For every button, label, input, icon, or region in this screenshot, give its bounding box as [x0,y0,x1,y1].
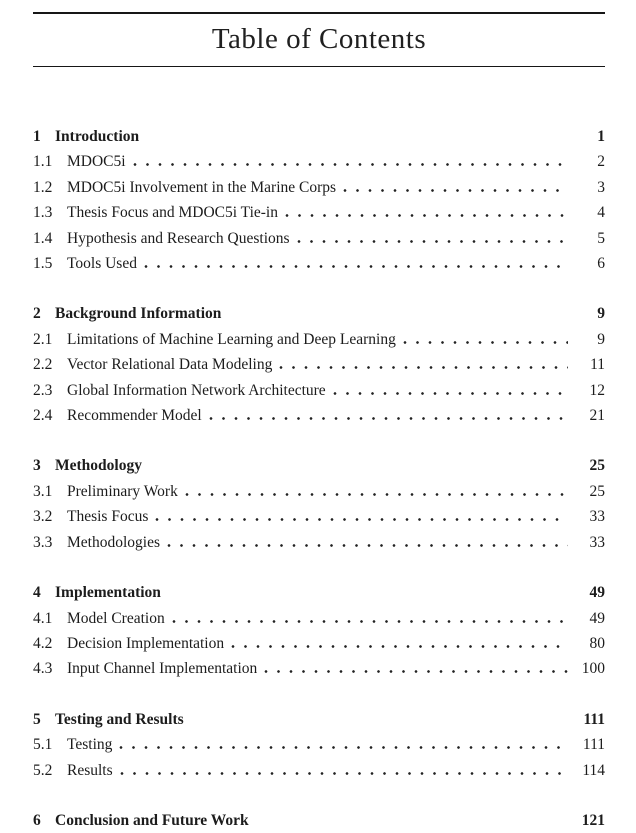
toc-item-row [33,606,605,631]
toc-item-title: MDOC5i [67,153,126,171]
toc-chapter-title: Background Information [55,305,222,323]
toc-item-number: 5.1 [33,736,53,754]
toc-item-number: 3.3 [33,533,53,551]
toc-items [33,479,605,555]
toc-item-title: Results [67,761,113,779]
toc-section [33,301,605,428]
toc-item-page: 114 [582,761,605,779]
toc-section [33,707,605,783]
toc-item-page: 5 [597,229,605,247]
chapter-spacer [256,822,568,825]
toc-item-page: 100 [581,660,605,678]
toc-chapter-page: 25 [589,457,605,475]
toc-item-page: 3 [597,178,605,196]
dot-leader [231,645,568,648]
chapter-spacer [149,467,568,470]
dot-leader [279,366,568,369]
toc-chapter-page: 1 [597,128,605,145]
toc-chapter-row [33,580,605,605]
toc-section [33,124,605,276]
toc-item-row [33,631,605,656]
toc-item-page: 25 [589,482,605,500]
toc-item-number: 5.2 [33,761,53,779]
toc-item-title: Testing [67,736,113,754]
toc-section [33,580,605,682]
toc-item-number: 2.2 [33,356,53,374]
toc-chapter-number: 4 [33,584,41,602]
toc-section [33,453,605,555]
toc-item-page: 6 [597,255,605,273]
toc-item-row [33,504,605,529]
dot-leader [133,163,568,166]
toc-chapter-title: Testing and Results [55,710,184,728]
toc-item-title: Limitations of Machine Learning and Deep Learning [67,330,396,348]
toc-item-title: MDOC5i Involvement in the Marine Corps [67,178,337,196]
toc-item-row [33,656,605,681]
toc-chapter-title: Conclusion and Future Work [55,811,249,829]
toc-item-title: Model Creation [67,609,165,627]
toc-chapter-page: 49 [589,584,605,602]
toc-chapter-title: Methodology [55,457,142,475]
toc-item-row [33,175,605,200]
toc-item-title: Hypothesis and Research Questions [67,229,290,247]
toc-item-page: 49 [589,609,605,627]
toc-chapter-page: 9 [597,305,605,323]
toc-item-page: 33 [589,508,605,526]
toc-item-page: 2 [597,153,605,171]
toc-item-page: 9 [597,330,605,348]
toc-item-number: 3.2 [33,508,53,526]
toc-chapter-row [33,124,605,149]
toc-item-row [33,378,605,403]
toc-chapter-title: Introduction [55,128,140,145]
dot-leader [144,265,568,268]
toc-item-row [33,732,605,757]
dot-leader [264,670,568,673]
toc-item-page: 111 [582,736,605,754]
toc-item-number: 2.3 [33,381,53,399]
toc-item-number: 1.1 [33,153,53,171]
toc-item-title: Tools Used [67,255,137,273]
toc-chapter-number: 2 [33,305,41,323]
toc-item-title: Thesis Focus [67,508,149,526]
toc-item-page: 4 [597,204,605,222]
toc-chapter-page: 121 [581,811,605,829]
chapter-spacer [146,138,568,141]
toc-item-row [33,226,605,251]
toc-chapter-number: 3 [33,457,41,475]
toc-item-page: 21 [589,407,605,425]
toc-item-number: 4.3 [33,660,53,678]
toc-list [33,124,605,833]
dot-leader [167,544,568,547]
toc-item-page: 11 [590,356,605,374]
toc-chapter-row [33,707,605,732]
toc-item-row [33,403,605,428]
toc-item-title: Decision Implementation [67,634,225,652]
toc-item-number: 3.1 [33,482,53,500]
toc-item-page: 33 [589,533,605,551]
toc-item-number: 2.1 [33,330,53,348]
toc-item-page: 80 [589,634,605,652]
toc-item-title: Thesis Focus and MDOC5i Tie-in [67,204,278,222]
toc-item-number: 1.4 [33,229,53,247]
toc-chapter-number: 5 [33,710,41,728]
toc-item-title: Vector Relational Data Modeling [67,356,273,374]
toc-item-row [33,352,605,377]
dot-leader [403,341,568,344]
dot-leader [333,392,568,395]
dot-leader [120,772,568,775]
toc-item-row [33,758,605,783]
toc-items [33,327,605,429]
toc-item-number: 2.4 [33,407,53,425]
toc-item-row [33,251,605,276]
toc-item-title: Input Channel Implementation [67,660,258,678]
toc-items [33,732,605,783]
toc-item-number: 4.2 [33,634,53,652]
dot-leader [209,417,568,420]
dot-leader [343,189,568,192]
toc-item-page: 12 [589,381,605,399]
toc-item-row [33,149,605,174]
toc-item-title: Preliminary Work [67,482,178,500]
toc-item-row [33,479,605,504]
dot-leader [285,214,568,217]
toc-items [33,606,605,682]
dot-leader [172,620,568,623]
dot-leader [155,518,568,521]
toc-item-row [33,530,605,555]
toc-item-title: Global Information Network Architecture [67,381,326,399]
toc-chapter-number: 1 [33,128,41,145]
chapter-spacer [191,721,568,724]
toc-item-title: Recommender Model [67,407,202,425]
page-title: Table of Contents [211,23,427,55]
toc-section [33,808,605,833]
toc-item-row [33,327,605,352]
toc-chapter-page: 111 [583,710,605,728]
toc-chapter-row [33,453,605,478]
dot-leader [185,493,568,496]
chapter-spacer [168,594,568,597]
toc-item-number: 1.5 [33,255,53,273]
toc-chapter-title: Implementation [55,584,161,602]
dot-leader [119,746,568,749]
toc-chapter-number: 6 [33,811,41,829]
toc-items [33,149,605,276]
dot-leader [297,240,568,243]
toc-item-number: 4.1 [33,609,53,627]
toc-item-number: 1.2 [33,178,53,196]
toc-item-number: 1.3 [33,204,53,222]
toc-chapter-row [33,808,605,833]
top-rule [33,12,605,14]
chapter-spacer [228,315,568,318]
title-underline-rule [33,66,605,67]
toc-chapter-row [33,301,605,326]
toc-item-title: Methodologies [67,533,160,551]
toc-item-row [33,200,605,225]
